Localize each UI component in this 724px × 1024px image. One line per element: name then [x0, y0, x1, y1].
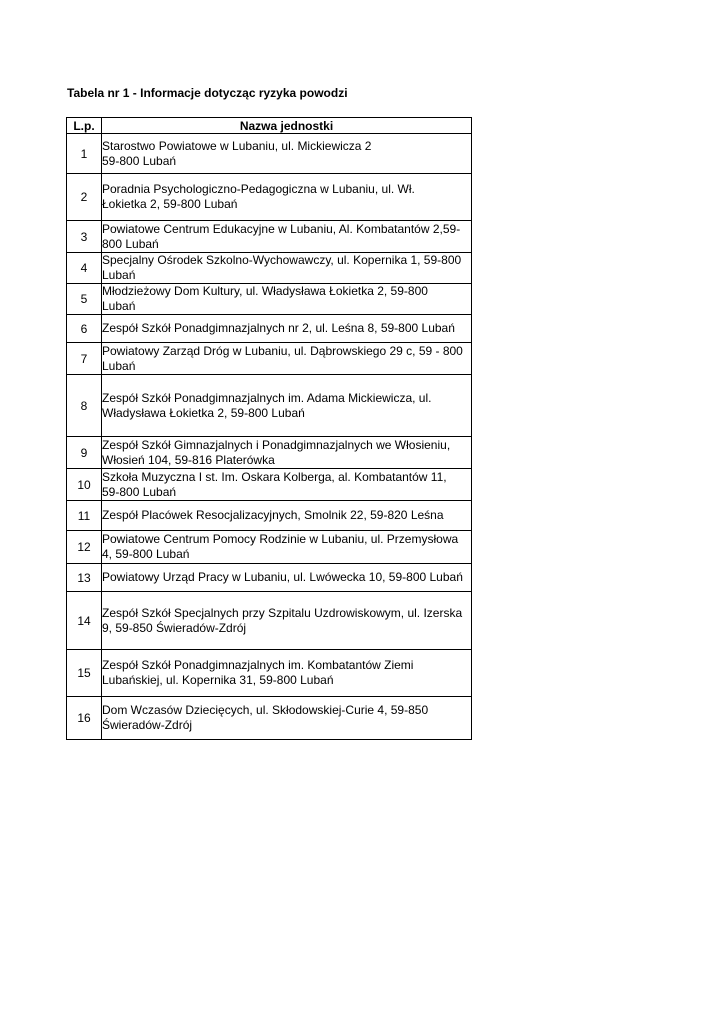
- unit-name-line: Zespół Szkół Ponadgimnazjalnych im. Kombatantów Ziemi: [102, 658, 414, 672]
- table-row: [67, 469, 472, 501]
- header-unit-name: Nazwa jednostki: [102, 118, 472, 134]
- table-row: [67, 650, 472, 697]
- unit-name-cell: [102, 650, 472, 697]
- header-lp: L.p.: [67, 118, 102, 134]
- unit-name-cell: [102, 315, 472, 343]
- table-row: [67, 592, 472, 650]
- unit-name-cell: [102, 469, 472, 501]
- row-number: 5: [67, 284, 102, 315]
- unit-name-line: Młodzieżowy Dom Kultury, ul. Władysława Łokietka 2, 59-800: [102, 284, 428, 298]
- row-number: 4: [67, 253, 102, 284]
- unit-name-line: Poradnia Psychologiczno-Pedagogiczna w Lubaniu, ul. Wł.: [102, 182, 415, 196]
- unit-name-line: 59-800 Lubań: [102, 484, 177, 499]
- row-number: 13: [67, 564, 102, 592]
- table-row: [67, 564, 472, 592]
- unit-name-line: Zespół Szkół Ponadgimnazjalnych nr 2, ul. Leśna 8, 59-800 Lubań: [102, 321, 455, 335]
- unit-name-line: 59-800 Lubań: [102, 153, 177, 168]
- row-number: 16: [67, 697, 102, 740]
- table-row: [67, 315, 472, 343]
- unit-name-line: Powiatowy Zarząd Dróg w Lubaniu, ul. Dąbrowskiego 29 c, 59 - 800: [102, 343, 463, 358]
- unit-name-cell: [102, 253, 472, 284]
- unit-name-line: Łokietka 2, 59-800 Lubań: [102, 197, 238, 211]
- unit-name-line: Włosień 104, 59-816 Platerówka: [102, 452, 275, 467]
- unit-name-line: Specjalny Ośrodek Szkolno-Wychowawczy, ul. Kopernika 1, 59-800: [102, 253, 462, 267]
- unit-name-line: Zespół Szkół Ponadgimnazjalnych im. Adama Mickiewicza, ul.: [102, 390, 432, 405]
- unit-name-line: Lubań: [102, 268, 136, 282]
- unit-name-line: Powiatowy Urząd Pracy w Lubaniu, ul. Lwówecka 10, 59-800 Lubań: [102, 570, 463, 584]
- unit-name-cell: [102, 531, 472, 564]
- unit-name-line: 800 Lubań: [102, 236, 159, 251]
- unit-name-cell: [102, 134, 472, 174]
- unit-name-cell: [102, 284, 472, 315]
- row-number: 10: [67, 469, 102, 501]
- unit-name-line: Lubań: [102, 299, 136, 313]
- unit-name-line: Świeradów-Zdrój: [102, 718, 193, 732]
- row-number: 11: [67, 501, 102, 531]
- table-row: [67, 174, 472, 221]
- unit-name-cell: [102, 174, 472, 221]
- unit-name-line: Zespół Szkół Gimnazjalnych i Ponadgimnazjalnych we Włosieniu,: [102, 437, 451, 452]
- row-number: 8: [67, 375, 102, 437]
- table-body: [67, 134, 472, 740]
- unit-name-line: Lubańskiej, ul. Kopernika 31, 59-800 Lubań: [102, 673, 334, 687]
- units-table: [66, 117, 472, 740]
- table-row: [67, 697, 472, 740]
- row-number: 1: [67, 134, 102, 174]
- unit-name-cell: [102, 564, 472, 592]
- unit-name-line: Powiatowe Centrum Pomocy Rodzinie w Lubaniu, ul. Przemysłowa: [102, 532, 459, 546]
- unit-name-cell: [102, 221, 472, 253]
- table-row: [67, 531, 472, 564]
- unit-name-line: Szkoła Muzyczna I st. Im. Oskara Kolberga, al. Kombatantów 11,: [102, 469, 447, 484]
- unit-name-cell: [102, 375, 472, 437]
- unit-name-cell: [102, 697, 472, 740]
- table-row: [67, 437, 472, 469]
- table-row: [67, 253, 472, 284]
- unit-name-line: Powiatowe Centrum Edukacyjne w Lubaniu, Al. Kombatantów 2,59-: [102, 221, 461, 236]
- table-title: Tabela nr 1 - Informacje dotycząc ryzyka powodzi: [67, 86, 348, 100]
- unit-name-line: Starostwo Powiatowe w Lubaniu, ul. Mickiewicza 2: [102, 138, 372, 153]
- table-row: [67, 284, 472, 315]
- unit-name-line: Dom Wczasów Dziecięcych, ul. Skłodowskiej-Curie 4, 59-850: [102, 703, 429, 717]
- table-row: [67, 134, 472, 174]
- unit-name-line: Władysława Łokietka 2, 59-800 Lubań: [102, 405, 305, 420]
- table-row: [67, 221, 472, 253]
- unit-name-line: Lubań: [102, 358, 136, 373]
- unit-name-cell: [102, 501, 472, 531]
- table-row: [67, 375, 472, 437]
- unit-name-cell: [102, 592, 472, 650]
- table-header-row: [67, 118, 472, 134]
- row-number: 14: [67, 592, 102, 650]
- row-number: 15: [67, 650, 102, 697]
- row-number: 2: [67, 174, 102, 221]
- row-number: 9: [67, 437, 102, 469]
- row-number: 7: [67, 343, 102, 375]
- unit-name-line: Zespół Placówek Resocjalizacyjnych, Smolnik 22, 59-820 Leśna: [102, 508, 444, 522]
- table-row: [67, 501, 472, 531]
- unit-name-line: 4, 59-800 Lubań: [102, 547, 190, 561]
- unit-name-line: 9, 59-850 Świeradów-Zdrój: [102, 620, 247, 635]
- unit-name-line: Zespół Szkół Specjalnych przy Szpitalu Uzdrowiskowym, ul. Izerska: [102, 605, 463, 620]
- row-number: 3: [67, 221, 102, 253]
- table-row: [67, 343, 472, 375]
- unit-name-cell: [102, 343, 472, 375]
- unit-name-cell: [102, 437, 472, 469]
- row-number: 12: [67, 531, 102, 564]
- row-number: 6: [67, 315, 102, 343]
